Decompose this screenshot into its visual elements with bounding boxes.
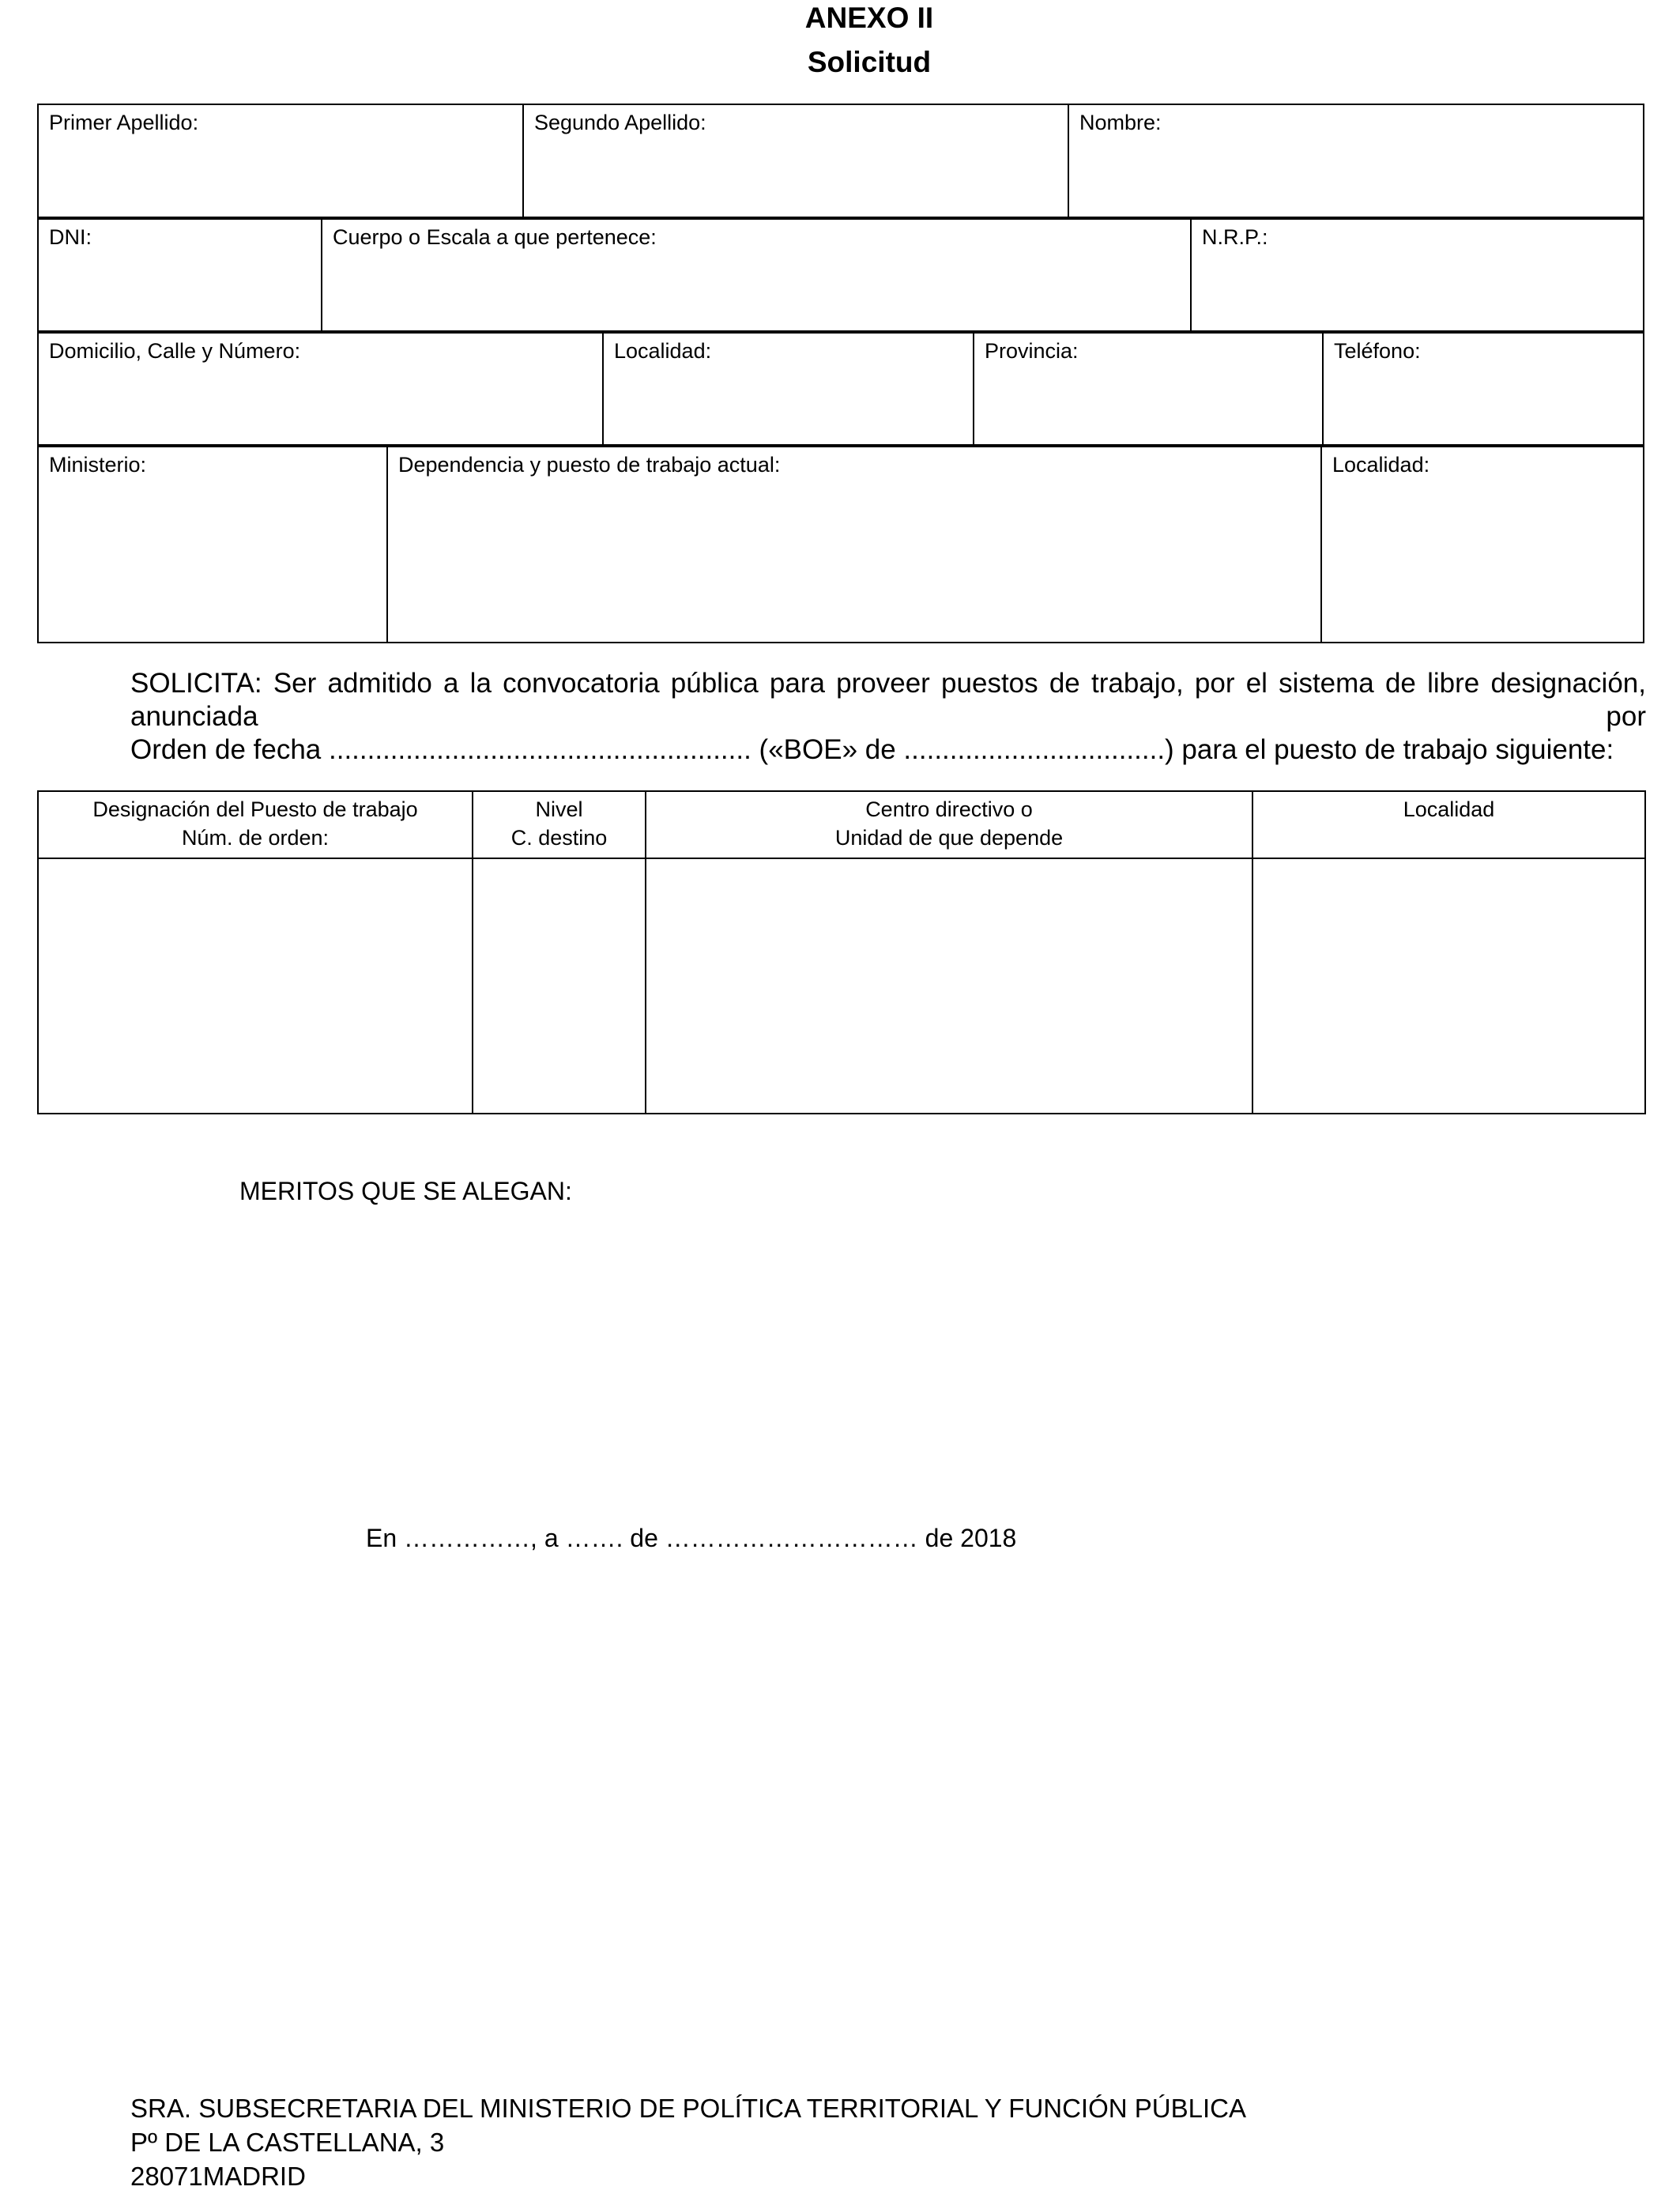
field-domicilio[interactable] [38, 333, 603, 445]
cell-centro[interactable] [646, 858, 1252, 1114]
cell-nivel[interactable] [473, 858, 646, 1114]
header-line: Designación del Puesto de trabajo [92, 797, 418, 821]
field-label: Provincia: [985, 339, 1079, 363]
field-label: Primer Apellido: [49, 111, 199, 134]
header-line: Nivel [535, 797, 583, 821]
form-row-work [37, 446, 1644, 643]
column-header-nivel [473, 791, 646, 858]
field-label: Segundo Apellido: [534, 111, 706, 134]
field-label: Localidad: [614, 339, 712, 363]
column-header-centro [646, 791, 1252, 858]
field-label: Domicilio, Calle y Número: [49, 339, 301, 363]
field-label: Localidad: [1332, 453, 1430, 477]
field-dependencia-puesto[interactable] [387, 447, 1321, 643]
field-label: Teléfono: [1334, 339, 1421, 363]
field-label: DNI: [49, 225, 92, 249]
date-place-line: En ……………, a ……. de ………………………… de 2018 [366, 1524, 1017, 1552]
field-label: Cuerpo o Escala a que pertenece: [333, 225, 657, 249]
field-label: Ministerio: [49, 453, 147, 477]
field-label: N.R.P.: [1202, 225, 1268, 249]
header-line: Núm. de orden: [181, 826, 330, 850]
annex-title: ANEXO II [804, 2, 934, 34]
field-localidad[interactable] [603, 333, 974, 445]
column-header-designacion [38, 791, 473, 858]
recipient-line-2: Pº DE LA CASTELLANA, 3 [130, 2128, 445, 2157]
personal-data-form [37, 104, 1644, 643]
field-ministerio[interactable] [38, 447, 387, 643]
field-nombre[interactable] [1068, 104, 1644, 217]
field-primer-apellido[interactable] [38, 104, 523, 217]
field-label: Nombre: [1079, 111, 1162, 134]
field-label: Dependencia y puesto de trabajo actual: [398, 453, 781, 477]
recipient-line-3: 28071MADRID [130, 2162, 306, 2191]
cell-localidad[interactable] [1252, 858, 1645, 1114]
meritos-label: MERITOS QUE SE ALEGAN: [239, 1177, 572, 1205]
header-line: Localidad [1403, 797, 1495, 821]
field-segundo-apellido[interactable] [523, 104, 1068, 217]
form-row-id [37, 218, 1644, 332]
cell-designacion[interactable] [38, 858, 473, 1114]
field-cuerpo-escala[interactable] [322, 219, 1191, 331]
header-line: C. destino [510, 826, 608, 850]
recipient-line-1: SRA. SUBSECRETARIA DEL MINISTERIO DE POLÍTICA TERRITORIAL Y FUNCIÓN PÚBLICA [130, 2094, 1246, 2123]
table-row [38, 858, 1645, 1114]
column-header-localidad [1252, 791, 1645, 858]
solicita-paragraph [130, 667, 1646, 767]
solicita-line-1: SOLICITA: Ser admitido a la convocatoria pública para proveer puestos de trabajo, por el sistema de libre designación, anunciada por [130, 668, 1646, 732]
field-dni[interactable] [38, 219, 322, 331]
field-provincia[interactable] [974, 333, 1323, 445]
field-nrp[interactable] [1191, 219, 1644, 331]
recipient-address [130, 2091, 1246, 2193]
form-row-names [37, 104, 1644, 218]
form-row-address [37, 332, 1644, 446]
solicita-line-2: Orden de fecha ....................................................... («BOE» de ..................................) para el puesto de trabajo siguiente: [130, 734, 1614, 765]
header-line: Centro directivo o [865, 797, 1033, 821]
header-line: Unidad de que depende [834, 826, 1064, 850]
form-subtitle: Solicitud [807, 46, 932, 78]
puesto-table [37, 790, 1646, 1114]
field-telefono[interactable] [1323, 333, 1644, 445]
field-localidad-trabajo[interactable] [1321, 447, 1644, 643]
